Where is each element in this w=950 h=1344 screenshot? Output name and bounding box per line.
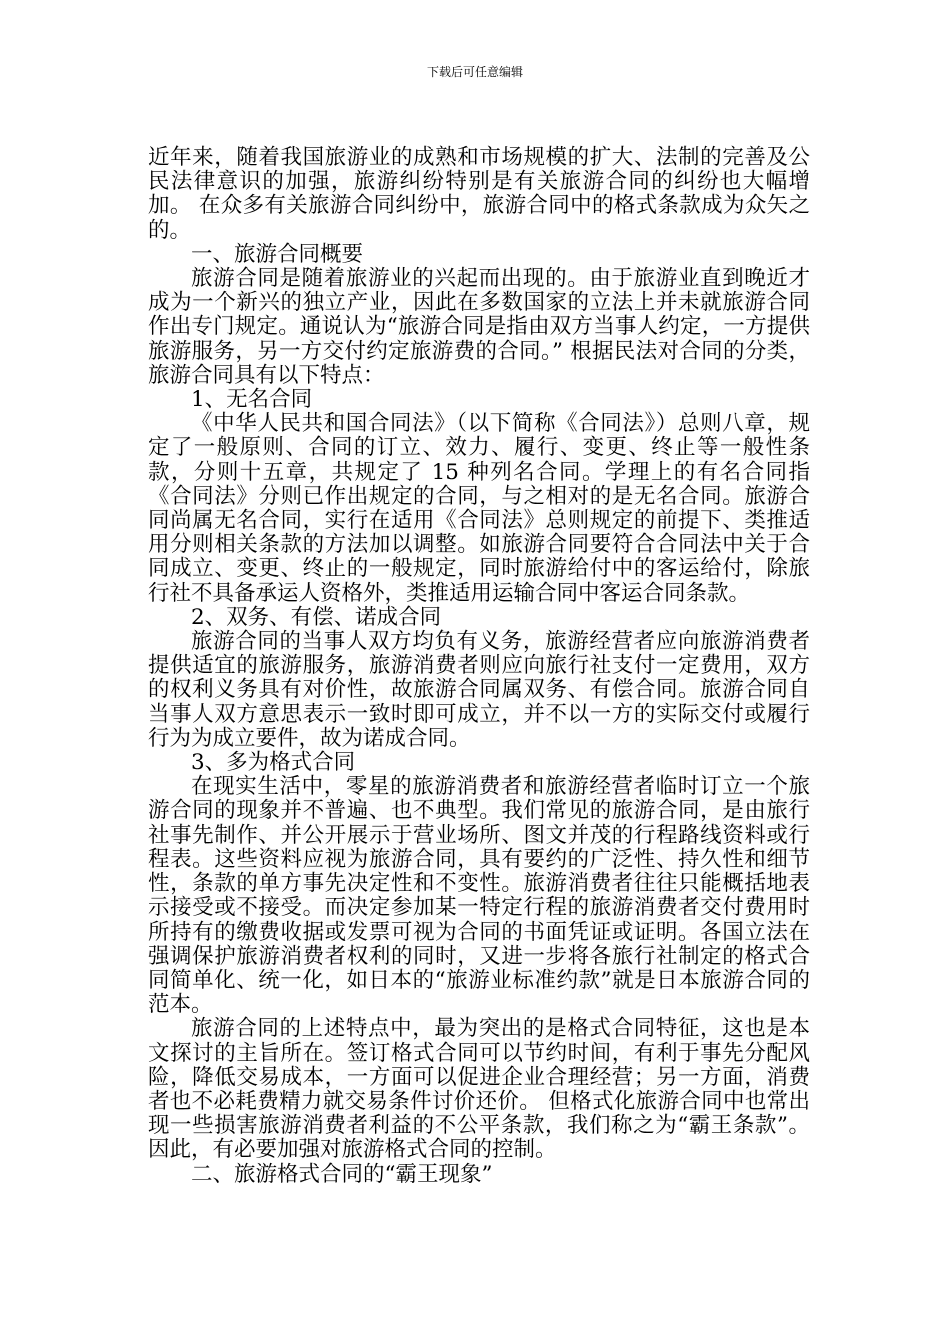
subheading-3: 3、多为格式合同 <box>191 750 356 776</box>
page-header: 下载后可任意编辑 <box>426 65 523 79</box>
section-heading-2: 二、旅游格式合同的“霸王现象” <box>191 1161 493 1187</box>
paragraph-features-summary: 旅游合同的上述特点中，最为突出的是格式合同特征，这也是本文探讨的主旨所在。签订格式合同可以节约时间，有利于事先分配风险，降低交易成本，一方面可以促进企业合理经营；另一方面，消费者也不必耗费精力就交易条件讨价还价。 但格式化旅游合同中也常出现一些损害旅游消费者利益的不公平条款，我们称之为“霸王条款”。因此，有必要加强对旅游格式合同的控制。 <box>148 1016 810 1163</box>
paragraph-bilateral-contract: 旅游合同的当事人双方均负有义务，旅游经营者应向旅游消费者提供适宜的旅游服务，旅游消费者则应向旅行社支付一定费用，双方的权利义务具有对价性，故旅游合同属双务、有偿合同。旅游合同自当事人双方意思表示一致时即可成立，并不以一方的实际交付或履行行为为成立要件，故为诺成合同。 <box>148 629 810 751</box>
subheading-2: 2、双务、有偿、诺成合同 <box>191 604 442 630</box>
document-body <box>148 146 810 1187</box>
paragraph-overview: 旅游合同是随着旅游业的兴起而出现的。由于旅游业直到晚近才成为一个新兴的独立产业，因此在多数国家的立法上并未就旅游合同作出专门规定。通说认为“旅游合同是指由双方当事人约定，一方提供旅游服务，另一方交付约定旅游费的合同。” 根据民法对合同的分类，旅游合同具有以下特点： <box>148 266 810 388</box>
paragraph-unnamed-contract: 《中华人民共和国合同法》（以下简称《合同法》）总则八章，规定了一般原则、合同的订立、效力、履行、变更、终止等一般性条款，分则十五章，共规定了 15 种列名合同。学理上的有名合同指《合同法》分则已作出规定的合同，与之相对的是无名合同。旅游合同尚属无名合同，实行在适用《合同法》总则规定的前提下、类推适用分则相关条款的方法加以调整。如旅游合同要符合合同法中关于合同成立、变更、终止的一般规定，同时旅游给付中的客运给付，除旅行社不具备承运人资格外，类推适用运输合同中客运合同条款。 <box>148 411 810 606</box>
section-heading-1: 一、旅游合同概要 <box>191 241 364 267</box>
subheading-1: 1、无名合同 <box>191 387 313 413</box>
paragraph-standard-contract: 在现实生活中，零星的旅游消费者和旅游经营者临时订立一个旅游合同的现象并不普遍、也不典型。我们常见的旅游合同，是由旅行社事先制作、并公开展示于营业场所、图文并茂的行程路线资料或行程表。这些资料应视为旅游合同，具有要约的广泛性、持久性和细节性，条款的单方事先决定性和不变性。旅游消费者往往只能概括地表示接受或不接受。而决定参加某一特定行程的旅游消费者交付费用时所持有的缴费收据或发票可视为合同的书面凭证或证明。各国立法在强调保护旅游消费者权利的同时，又进一步将各旅行社制定的格式合同简单化、统一化，如日本的“旅游业标准约款”就是日本旅游合同的范本。 <box>148 774 810 1018</box>
paragraph-intro: 近年来，随着我国旅游业的成熟和市场规模的扩大、法制的完善及公民法律意识的加强，旅游纠纷特别是有关旅游合同的纠纷也大幅增加。 在众多有关旅游合同纠纷中，旅游合同中的格式条款成为众矢之的。 <box>148 145 810 243</box>
